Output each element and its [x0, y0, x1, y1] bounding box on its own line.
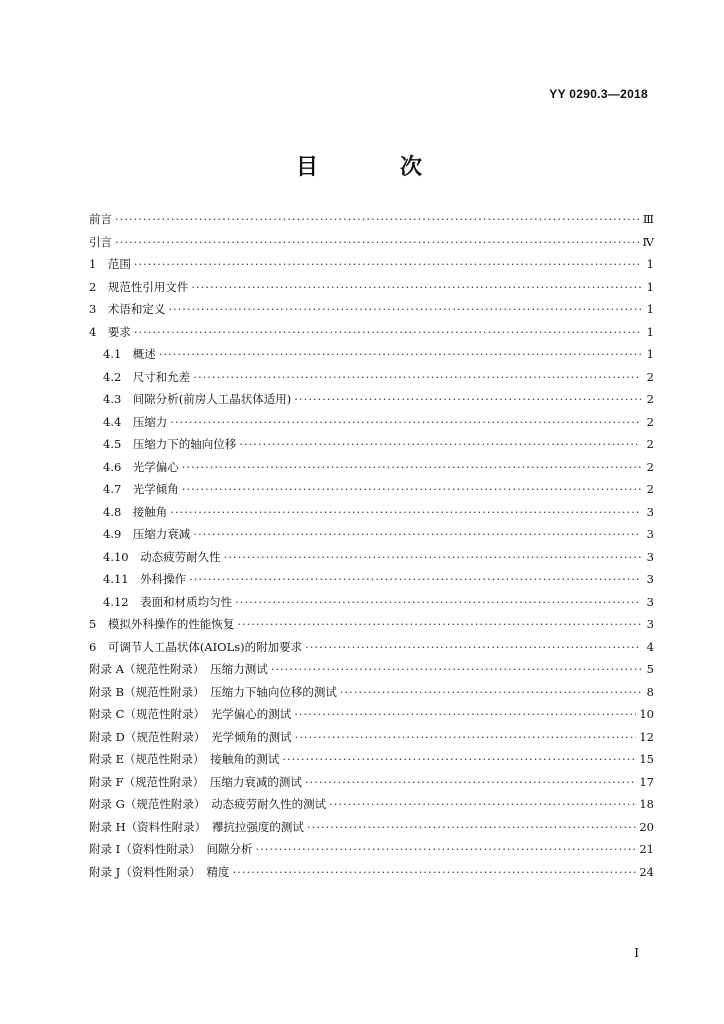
toc-entry-label: 4.1 概述	[103, 347, 156, 361]
toc-entry-label: 附录 C（规范性附录） 光学偏心的测试	[89, 707, 292, 721]
toc-leader-dots	[191, 276, 641, 299]
toc-entry[interactable]	[89, 298, 654, 321]
toc-leader-dots	[115, 208, 640, 231]
toc-leader-dots	[305, 636, 641, 659]
toc-entry[interactable]	[89, 321, 654, 344]
toc-entry[interactable]	[89, 591, 654, 614]
toc-entry[interactable]	[89, 343, 654, 366]
toc-entry-page: 2	[646, 392, 654, 406]
toc-entry-label: 4.6 光学偏心	[103, 459, 179, 474]
toc-entry-page: 5	[646, 662, 654, 676]
toc-entry[interactable]	[89, 861, 654, 884]
toc-leader-dots	[168, 298, 641, 321]
toc-leader-dots	[329, 793, 636, 816]
toc-entry-label: 3 术语和定义	[89, 302, 166, 316]
toc-entry-page: 10	[639, 707, 654, 721]
toc-entry-label: 1 范围	[89, 257, 131, 271]
table-of-contents	[89, 208, 654, 883]
toc-leader-dots	[307, 816, 636, 839]
toc-entry[interactable]	[89, 231, 654, 254]
toc-entry-label: 2 规范性引用文件	[89, 279, 189, 294]
toc-entry-label: 4.9 压缩力衰减	[103, 527, 191, 541]
toc-entry-page: Ⅳ	[642, 234, 654, 249]
toc-leader-dots	[235, 591, 641, 614]
toc-entry-page: 2	[646, 482, 654, 496]
toc-entry-page: 3	[646, 572, 654, 586]
toc-entry-label: 附录 G（规范性附录） 动态疲劳耐久性的测试	[89, 797, 327, 811]
toc-entry-label: 4.7 光学倾角	[103, 482, 179, 496]
toc-entry-page: 2	[646, 459, 654, 474]
toc-leader-dots	[182, 478, 641, 501]
toc-leader-dots	[193, 366, 641, 389]
toc-entry-page: 3	[646, 617, 654, 631]
toc-leader-dots	[294, 388, 641, 411]
toc-entry-label: 附录 H（资料性附录） 襻抗拉强度的测试	[89, 819, 304, 834]
toc-entry-page: 3	[646, 504, 654, 519]
toc-entry[interactable]	[89, 411, 654, 434]
toc-leader-dots	[134, 253, 641, 276]
toc-entry-page: 8	[646, 684, 654, 699]
toc-entry[interactable]	[89, 568, 654, 591]
toc-entry-page: 4	[646, 639, 654, 654]
toc-leader-dots	[340, 681, 641, 704]
toc-entry[interactable]	[89, 366, 654, 389]
toc-leader-dots	[159, 343, 641, 366]
toc-entry-label: 附录 A（规范性附录） 压缩力测试	[89, 662, 268, 676]
toc-entry-page: 1	[646, 324, 654, 339]
toc-entry[interactable]	[89, 253, 654, 276]
toc-entry-page: 24	[639, 864, 654, 879]
toc-entry[interactable]	[89, 771, 654, 794]
toc-entry-page: 1	[646, 302, 654, 316]
toc-entry-label: 5 模拟外科操作的性能恢复	[89, 617, 235, 631]
toc-entry-page: 15	[639, 752, 654, 766]
toc-entry-page: 17	[639, 774, 654, 789]
toc-entry-label: 6 可调节人工晶状体(AIOLs)的附加要求	[89, 639, 303, 654]
toc-entry[interactable]	[89, 388, 654, 411]
toc-entry-label: 附录 E（规范性附录） 接触角的测试	[89, 752, 280, 766]
toc-entry[interactable]	[89, 456, 654, 479]
toc-entry-label: 附录 D（规范性附录） 光学倾角的测试	[89, 729, 292, 744]
toc-entry-page: 18	[639, 797, 654, 811]
toc-entry-page: 1	[646, 257, 654, 271]
page-number: I	[634, 946, 639, 960]
toc-entry[interactable]	[89, 793, 654, 816]
toc-leader-dots	[224, 546, 641, 569]
toc-entry[interactable]	[89, 433, 654, 456]
toc-entry-label: 4.10 动态疲劳耐久性	[103, 549, 221, 564]
toc-entry-page: 1	[646, 347, 654, 361]
toc-entry-label: 4.2 尺寸和允差	[103, 369, 191, 384]
toc-entry-label: 4.4 压缩力	[103, 414, 168, 429]
toc-entry[interactable]	[89, 523, 654, 546]
toc-entry[interactable]	[89, 726, 654, 749]
toc-entry[interactable]	[89, 501, 654, 524]
toc-entry-label: 附录 I（资料性附录） 间隙分析	[89, 842, 253, 856]
page-title: 目 次	[295, 154, 452, 180]
toc-leader-dots	[193, 523, 641, 546]
toc-entry[interactable]	[89, 658, 654, 681]
toc-entry-label: 4.8 接触角	[103, 504, 168, 519]
toc-leader-dots	[271, 658, 641, 681]
toc-entry[interactable]	[89, 208, 654, 231]
toc-leader-dots	[182, 456, 641, 479]
toc-entry-label: 4.12 表面和材质均匀性	[103, 594, 233, 609]
toc-entry-label: 附录 B（规范性附录） 压缩力下轴向位移的测试	[89, 684, 337, 699]
toc-entry[interactable]	[89, 703, 654, 726]
toc-leader-dots	[233, 861, 637, 884]
toc-leader-dots	[294, 703, 636, 726]
toc-entry[interactable]	[89, 816, 654, 839]
toc-leader-dots	[115, 231, 640, 254]
toc-leader-dots	[134, 321, 641, 344]
toc-entry[interactable]	[89, 636, 654, 659]
toc-entry-label: 4.11 外科操作	[103, 572, 187, 586]
toc-entry-page: Ⅲ	[642, 212, 654, 226]
toc-entry-page: 3	[646, 594, 654, 609]
toc-leader-dots	[170, 411, 641, 434]
toc-entry-page: 2	[646, 437, 654, 451]
toc-entry-page: 3	[646, 549, 654, 564]
toc-leader-dots	[305, 771, 636, 794]
toc-entry[interactable]	[89, 546, 654, 569]
toc-leader-dots	[255, 838, 636, 861]
toc-entry[interactable]	[89, 276, 654, 299]
toc-entry-page: 20	[639, 819, 654, 834]
toc-entry-label: 引言	[89, 234, 112, 249]
toc-entry-page: 2	[646, 414, 654, 429]
toc-entry-page: 21	[639, 842, 654, 856]
toc-entry-label: 4 要求	[89, 324, 131, 339]
toc-entry-label: 附录 F（规范性附录） 压缩力衰减的测试	[89, 774, 302, 789]
toc-entry-label: 4.5 压缩力下的轴向位移	[103, 437, 237, 451]
toc-entry-page: 2	[646, 369, 654, 384]
toc-entry[interactable]	[89, 748, 654, 771]
toc-leader-dots	[170, 501, 641, 524]
toc-entry-page: 12	[639, 729, 654, 744]
toc-entry[interactable]	[89, 613, 654, 636]
toc-leader-dots	[295, 726, 637, 749]
toc-entry-page: 3	[646, 527, 654, 541]
toc-entry[interactable]	[89, 838, 654, 861]
toc-entry-page: 1	[646, 279, 654, 294]
document-code: YY 0290.3—2018	[549, 87, 648, 101]
toc-leader-dots	[189, 568, 641, 591]
toc-entry-label: 4.3 间隙分析(前房人工晶状体适用)	[103, 392, 292, 406]
toc-entry-label: 附录 J（资料性附录） 精度	[89, 864, 230, 879]
toc-entry[interactable]	[89, 681, 654, 704]
toc-entry[interactable]	[89, 478, 654, 501]
toc-leader-dots	[239, 433, 641, 456]
toc-leader-dots	[282, 748, 636, 771]
toc-leader-dots	[237, 613, 641, 636]
toc-entry-label: 前言	[89, 212, 112, 226]
